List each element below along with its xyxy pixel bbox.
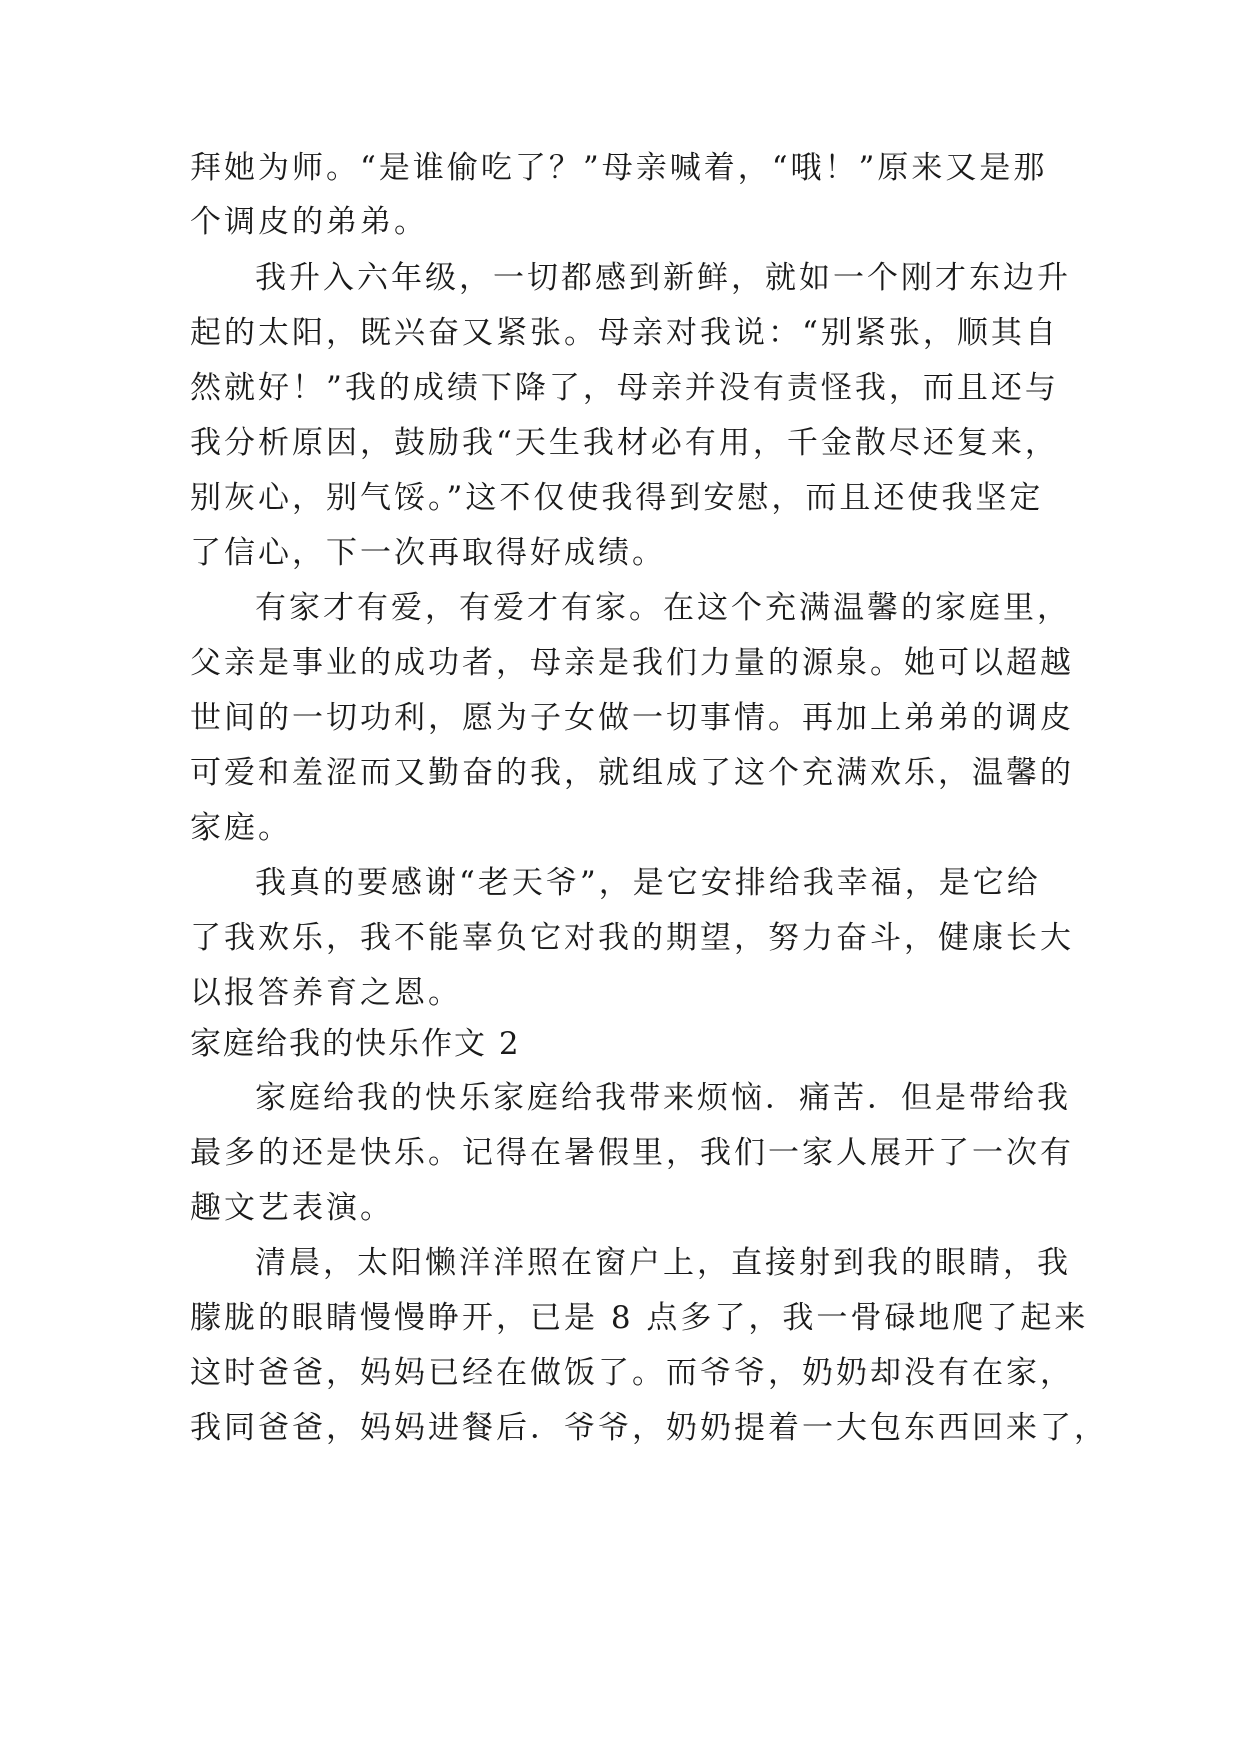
- text-line: 了信心，下一次再取得好成绩。: [190, 535, 666, 571]
- text-line: 趣文艺表演。: [190, 1190, 394, 1226]
- section-heading: 家庭给我的快乐作文 2: [190, 1026, 521, 1062]
- text-line: 世间的一切功利，愿为子女做一切事情。再加上弟弟的调皮: [190, 700, 1074, 736]
- text-line: 最多的还是快乐。记得在暑假里，我们一家人展开了一次有: [190, 1135, 1074, 1171]
- text-line: 我分析原因，鼓励我“天生我材必有用，千金散尽还复来，: [190, 425, 1059, 461]
- paragraph-first-line: 清晨，太阳懒洋洋照在窗户上，直接射到我的眼睛，我: [255, 1245, 1071, 1281]
- text-line: 别灰心，别气馁。”这不仅使我得到安慰，而且还使我坚定: [190, 480, 1044, 516]
- text-line: 朦胧的眼睛慢慢睁开，已是 8 点多了，我一骨碌地爬了起来: [190, 1300, 1089, 1336]
- text-line: 个调皮的弟弟。: [190, 204, 428, 240]
- text-line: 家庭。: [190, 810, 292, 846]
- text-line: 起的太阳，既兴奋又紧张。母亲对我说：“别紧张，顺其自: [190, 315, 1059, 351]
- text-line: 然就好！”我的成绩下降了，母亲并没有责怪我，而且还与: [190, 370, 1059, 406]
- paragraph-first-line: 我真的要感谢“老天爷”，是它安排给我幸福，是它给: [255, 865, 1041, 901]
- text-line: 这时爸爸，妈妈已经在做饭了。而爷爷，奶奶却没有在家，: [190, 1355, 1074, 1391]
- text-line: 拜她为师。“是谁偷吃了？”母亲喊着，“哦！”原来又是那: [190, 150, 1048, 186]
- text-line: 了我欢乐，我不能辜负它对我的期望，努力奋斗，健康长大: [190, 920, 1074, 956]
- text-line: 父亲是事业的成功者，母亲是我们力量的源泉。她可以超越: [190, 645, 1074, 681]
- paragraph-first-line: 有家才有爱，有爱才有家。在这个充满温馨的家庭里，: [255, 590, 1071, 626]
- text-line: 以报答养育之恩。: [190, 975, 462, 1011]
- text-line: 我同爸爸，妈妈进餐后．爷爷，奶奶提着一大包东西回来了，: [190, 1410, 1108, 1446]
- paragraph-first-line: 家庭给我的快乐家庭给我带来烦恼．痛苦．但是带给我: [255, 1080, 1071, 1116]
- paragraph-first-line: 我升入六年级，一切都感到新鲜，就如一个刚才东边升: [255, 260, 1071, 296]
- text-line: 可爱和羞涩而又勤奋的我，就组成了这个充满欢乐，温馨的: [190, 755, 1074, 791]
